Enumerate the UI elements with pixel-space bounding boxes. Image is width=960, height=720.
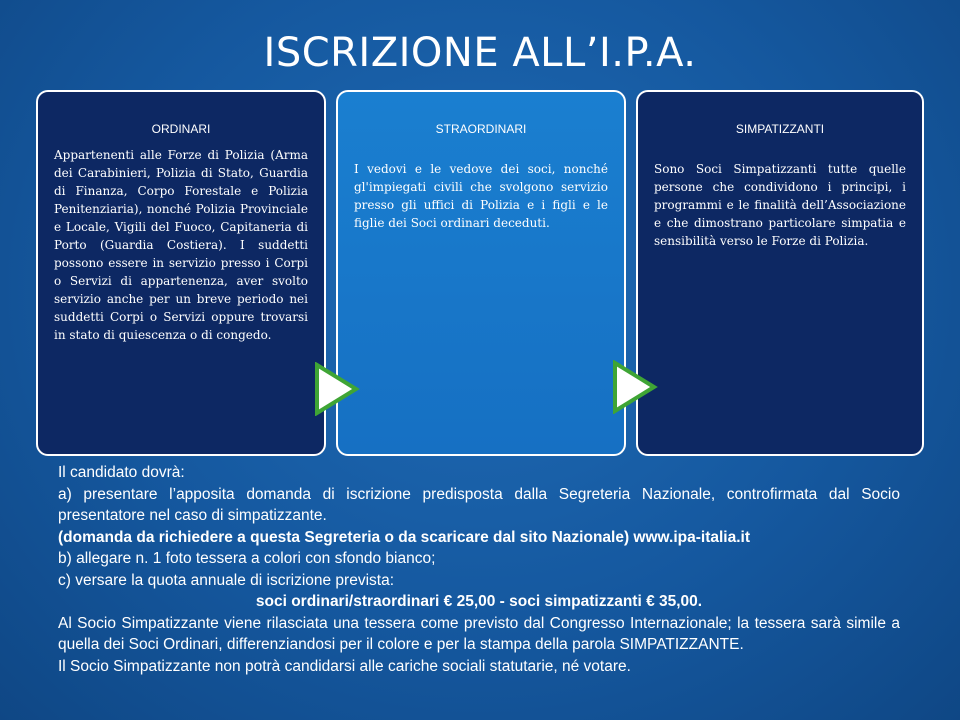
requirement-a: a) presentare l’apposita domanda di iscrizione predisposta dalla Segreteria Nazionale, controfirmata dal Socio presentatore nel caso di simpatizzante. bbox=[58, 485, 900, 524]
requirements-text bbox=[58, 462, 900, 677]
arrow-right-icon bbox=[612, 360, 658, 414]
card-text: Appartenenti alle Forze di Polizia (Arma dei Carabinieri, Polizia di Stato, Guardia di Finanza, Corpo Forestale e Polizia Penitenziaria), nonché Polizia Provinciale e Locale, Vigili del Fuoco, Capitaneria di Porto (Guardia Costiera). I suddetti possono essere in servizio presso i Corpi o Servizi di appartenenza, aver svolto servizio anche per un breve periodo nei suddetti Corpi o Servizi oppure trovarsi in stato di quiescenza o di congedo. bbox=[54, 148, 308, 342]
arrow-right-icon bbox=[314, 362, 360, 416]
page-title: ISCRIZIONE ALL’I.P.A. bbox=[263, 30, 697, 76]
requirements-intro: Il candidato dovrà: bbox=[58, 464, 185, 481]
card-simpatizzanti bbox=[636, 90, 924, 456]
requirement-note: (domanda da richiedere a questa Segreteria o da scaricare dal sito Nazionale) www.ipa-italia.it bbox=[58, 528, 750, 546]
card-text: I vedovi e le vedove dei soci, nonché gl'impiegati civili che svolgono servizio presso gli uffici di Polizia e i figli e le figlie dei Soci ordinari deceduti. bbox=[354, 162, 608, 230]
card-text: Sono Soci Simpatizzanti tutte quelle persone che condividono i principi, i programmi e le finalità dell’Associazione e che dimostrano particolare simpatia e sensibilità verso le Forze di Polizia. bbox=[654, 162, 906, 248]
simpatizzante-card-note: Al Socio Simpatizzante viene rilasciata una tessera come previsto dal Congresso Internazionale; la tessera sarà simile a quella dei Soci Ordinari, differenziandosi per il colore e per la stampa della parola SIMPATIZZANTE. bbox=[58, 614, 900, 653]
card-straordinari bbox=[336, 90, 626, 456]
card-heading: ORDINARI bbox=[151, 122, 211, 136]
card-heading: STRAORDINARI bbox=[435, 122, 527, 136]
requirement-b: b) allegare n. 1 foto tessera a colori con sfondo bianco; bbox=[58, 550, 436, 567]
fee-line: soci ordinari/straordinari € 25,00 - soci simpatizzanti € 35,00. bbox=[255, 593, 703, 610]
requirement-c: c) versare la quota annuale di iscrizione prevista: bbox=[58, 571, 395, 589]
simpatizzante-restriction: Il Socio Simpatizzante non potrà candidarsi alle cariche sociali statutarie, né votare. bbox=[58, 657, 631, 675]
card-heading: SIMPATIZZANTI bbox=[735, 122, 825, 136]
card-ordinari bbox=[36, 90, 326, 456]
